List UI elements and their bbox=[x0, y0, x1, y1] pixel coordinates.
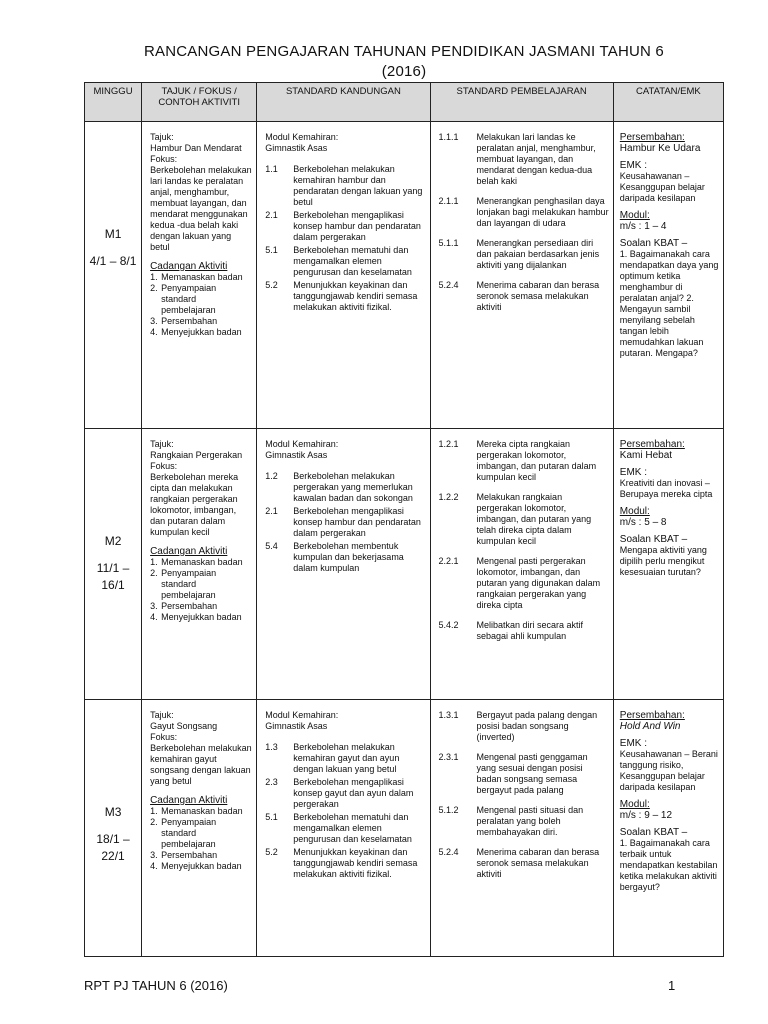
list-item bbox=[150, 612, 252, 623]
sp-number: 2.2.1 bbox=[438, 556, 459, 566]
sk-number: 5.4 bbox=[265, 541, 278, 551]
sk-item bbox=[265, 471, 425, 504]
header-standard-kandungan: STANDARD KANDUNGAN bbox=[257, 83, 430, 122]
header-standard-pembelajaran: STANDARD PEMBELAJARAN bbox=[430, 83, 613, 122]
tajuk-block bbox=[142, 122, 256, 342]
modul-block bbox=[620, 799, 719, 821]
emk-block bbox=[620, 160, 719, 204]
fokus-label: Fokus: bbox=[150, 154, 178, 164]
kbat-label: Soalan KBAT – bbox=[619, 238, 688, 249]
sp-item bbox=[439, 620, 609, 642]
cadangan-label: Cadangan Aktiviti bbox=[150, 795, 228, 806]
list-item-text: Memanaskan badan bbox=[161, 557, 243, 567]
kbat-text: 1. Bagaimanakah cara mendapatkan daya yang optimum ketika menghambur di peralatan anjal? 2. Mengayun sambil menyilang sebelah tangan lebih memudahkan lakuan putaran. Mengapa? bbox=[619, 249, 719, 358]
sk-text: Berkebolehan melakukan kemahiran hambur dan pendaratan dengan lakuan yang betul bbox=[293, 164, 423, 207]
modul-block bbox=[620, 210, 719, 232]
sp-text: Mereka cipta rangkaian pergerakan lokomotor, imbangan, dan putaran dalam kumpulan kecil bbox=[476, 439, 597, 482]
sk-item bbox=[265, 506, 425, 539]
standard-kandungan-cell bbox=[257, 122, 430, 429]
persembahan-text: Kami Hebat bbox=[619, 450, 673, 461]
sp-number: 5.2.4 bbox=[438, 847, 459, 857]
sk-text: Berkebolehan mematuhi dan mengamalkan elemen pengurusan dan keselamatan bbox=[293, 245, 412, 277]
list-item bbox=[150, 283, 252, 316]
spacer bbox=[265, 461, 425, 471]
sk-text: Menunjukkan keyakinan dan tanggungjawab kendiri semasa melakukan aktiviti fizikal. bbox=[293, 280, 418, 312]
sp-text: Menerima cabaran dan berasa seronok semasa melakukan aktiviti bbox=[476, 280, 600, 312]
week-block bbox=[85, 122, 141, 270]
fokus-label: Fokus: bbox=[150, 461, 178, 471]
week-number: M2 bbox=[104, 534, 122, 548]
catatan-block bbox=[614, 700, 723, 903]
kbat-label: Soalan KBAT – bbox=[619, 534, 688, 545]
sk-number: 5.2 bbox=[265, 847, 278, 857]
tajuk-label: Tajuk: bbox=[150, 710, 174, 720]
sk-item bbox=[265, 742, 425, 775]
sp-number: 2.3.1 bbox=[438, 752, 459, 762]
kbat-label: Soalan KBAT – bbox=[619, 827, 688, 838]
cadangan-list bbox=[150, 557, 252, 623]
sp-text: Mengenal pasti pergerakan lokomotor, imbangan, dan putaran yang digunakan dalam rangkaian pergerakan yang direka cipta bbox=[476, 556, 601, 610]
modul-ms-label: Modul: bbox=[619, 799, 650, 810]
list-item-number: 1. bbox=[150, 272, 158, 282]
sp-number: 1.3.1 bbox=[438, 710, 459, 720]
tajuk-block bbox=[142, 700, 256, 876]
header-tajuk: TAJUK / FOKUS / CONTOH AKTIVITI bbox=[142, 83, 257, 122]
kbat-block bbox=[620, 534, 719, 578]
sp-text: Melakukan lari landas ke peralatan anjal, menghambur, membuat layangan, dan mendarat dengan kedua-dua belah kaki bbox=[476, 132, 596, 186]
modul-label: Modul Kemahiran: bbox=[265, 439, 339, 449]
standard-pembelajaran-cell bbox=[430, 700, 613, 957]
sp-item bbox=[439, 847, 609, 880]
table-row bbox=[85, 700, 724, 957]
sk-text: Berkebolehan membentuk kumpulan dan bekerjasama dalam kumpulan bbox=[293, 541, 404, 573]
emk-label: EMK : bbox=[619, 738, 648, 749]
list-item-text: Penyampaian standard pembelajaran bbox=[161, 283, 217, 315]
cadangan-label: Cadangan Aktiviti bbox=[150, 261, 228, 272]
sk-text: Berkebolehan melakukan kemahiran gayut dan ayun dengan lakuan yang betul bbox=[293, 742, 400, 774]
sp-item bbox=[439, 238, 609, 271]
modul-ms-text: m/s : 5 – 8 bbox=[619, 517, 667, 528]
sp-item bbox=[439, 132, 609, 187]
list-item-text: Memanaskan badan bbox=[161, 272, 243, 282]
sk-number: 1.3 bbox=[265, 742, 278, 752]
list-item bbox=[150, 316, 252, 327]
emk-text: Keusahawanan – Berani tanggung risiko, Kesanggupan belajar daripada kesilapan bbox=[619, 749, 718, 792]
spacer bbox=[150, 253, 252, 261]
sk-number: 5.1 bbox=[265, 245, 278, 255]
catatan-block bbox=[614, 122, 723, 369]
sp-number: 1.1.1 bbox=[438, 132, 459, 142]
sp-text: Menerangkan persediaan diri dan pakaian berdasarkan jenis aktiviti yang dijalankan bbox=[476, 238, 600, 270]
tajuk-cell bbox=[142, 429, 257, 700]
list-item-number: 4. bbox=[150, 327, 158, 337]
header-minggu: MINGGU bbox=[85, 83, 142, 122]
list-item-text: Persembahan bbox=[161, 316, 218, 326]
sp-text: Melakukan rangkaian pergerakan lokomotor, imbangan, dan putaran yang telah direka cipta dalam kumpulan kecil bbox=[476, 492, 592, 546]
list-item-text: Menyejukkan badan bbox=[161, 327, 242, 337]
list-item-number: 4. bbox=[150, 861, 158, 871]
sk-item bbox=[265, 812, 425, 845]
sk-item bbox=[265, 164, 425, 208]
cadangan-label: Cadangan Aktiviti bbox=[150, 546, 228, 557]
sp-number: 1.2.1 bbox=[438, 439, 459, 449]
standard-kandungan-cell bbox=[257, 700, 430, 957]
sk-text: Berkebolehan melakukan pergerakan yang memerlukan kawalan badan dan sokongan bbox=[293, 471, 413, 503]
list-item-text: Menyejukkan badan bbox=[161, 861, 242, 871]
sp-item bbox=[439, 280, 609, 313]
tajuk-block bbox=[142, 429, 256, 627]
kbat-block bbox=[620, 238, 719, 359]
sp-text: Mengenal pasti genggaman yang sesuai dengan posisi badan songsang semasa bergayut pada palang bbox=[476, 752, 588, 795]
modul-name: Gimnastik Asas bbox=[265, 721, 328, 731]
list-item-text: Penyampaian standard pembelajaran bbox=[161, 817, 217, 849]
standard-pembelajaran-cell bbox=[430, 429, 613, 700]
catatan-block bbox=[614, 429, 723, 588]
list-item-number: 4. bbox=[150, 612, 158, 622]
modul-label: Modul Kemahiran: bbox=[265, 132, 339, 142]
list-item bbox=[150, 557, 252, 568]
modul-name: Gimnastik Asas bbox=[265, 450, 328, 460]
standard-pembelajaran-cell bbox=[430, 122, 613, 429]
header-catatan: CATATAN/EMK bbox=[613, 83, 723, 122]
fokus-text: Berkebolehan mereka cipta dan melakukan rangkaian pergerakan lokomotor, imbangan, dan putaran dalam kumpulan kecil bbox=[150, 472, 239, 537]
modul-name: Gimnastik Asas bbox=[265, 143, 328, 153]
sp-item bbox=[439, 439, 609, 483]
week-number: M3 bbox=[104, 805, 122, 819]
emk-text: Keusahawanan – Kesanggupan belajar daripada kesilapan bbox=[619, 171, 705, 203]
standard-kandungan-cell bbox=[257, 429, 430, 700]
fokus-text: Berkebolehan melakukan kemahiran gayut songsang dengan lakuan yang betul bbox=[150, 743, 252, 786]
sk-item bbox=[265, 847, 425, 880]
sk-item bbox=[265, 210, 425, 243]
sk-number: 1.2 bbox=[265, 471, 278, 481]
spacer bbox=[150, 787, 252, 795]
kbat-text: Mengapa aktiviti yang dipilih perlu mengikut kesesuaian turutan? bbox=[619, 545, 707, 577]
week-block bbox=[85, 429, 141, 594]
list-item-text: Menyejukkan badan bbox=[161, 612, 242, 622]
list-item-number: 1. bbox=[150, 557, 158, 567]
sk-item bbox=[265, 245, 425, 278]
sp-number: 5.4.2 bbox=[438, 620, 459, 630]
sp-item bbox=[439, 556, 609, 611]
week-cell bbox=[85, 429, 142, 700]
list-item bbox=[150, 601, 252, 612]
sk-block bbox=[257, 122, 429, 319]
persembahan-label: Persembahan: bbox=[619, 710, 685, 721]
week-date: 18/1 – 22/1 bbox=[96, 832, 130, 863]
sk-text: Berkebolehan mengaplikasi konsep hambur dan pendaratan dalam pergerakan bbox=[293, 506, 421, 538]
sk-text: Berkebolehan mengaplikasi konsep hambur dan pendaratan dalam pergerakan bbox=[293, 210, 421, 242]
tajuk-label: Tajuk: bbox=[150, 132, 174, 142]
list-item bbox=[150, 850, 252, 861]
persembahan-block bbox=[620, 439, 719, 461]
emk-block bbox=[620, 467, 719, 500]
modul-label: Modul Kemahiran: bbox=[265, 710, 339, 720]
sp-item bbox=[439, 196, 609, 229]
week-number: M1 bbox=[104, 227, 122, 241]
sk-text: Berkebolehan mengaplikasi konsep gayut dan ayun dalam pergerakan bbox=[293, 777, 414, 809]
sp-block bbox=[431, 700, 613, 893]
persembahan-block bbox=[620, 132, 719, 154]
week-cell bbox=[85, 122, 142, 429]
week-cell bbox=[85, 700, 142, 957]
sk-number: 1.1 bbox=[265, 164, 278, 174]
week-block bbox=[85, 700, 141, 865]
sk-number: 2.1 bbox=[265, 506, 278, 516]
page-number: 1 bbox=[668, 978, 676, 993]
list-item-number: 2. bbox=[150, 817, 158, 827]
emk-block bbox=[620, 738, 719, 793]
modul-ms-label: Modul: bbox=[619, 506, 650, 517]
sp-block bbox=[431, 122, 613, 326]
sp-item bbox=[439, 752, 609, 796]
title-line-2: (2016) bbox=[381, 63, 427, 80]
catatan-cell bbox=[613, 700, 723, 957]
modul-ms-text: m/s : 9 – 12 bbox=[619, 810, 673, 821]
sp-number: 5.2.4 bbox=[438, 280, 459, 290]
sk-text: Berkebolehan mematuhi dan mengamalkan elemen pengurusan dan keselamatan bbox=[293, 812, 412, 844]
list-item-number: 3. bbox=[150, 850, 158, 860]
persembahan-text: Hambur Ke Udara bbox=[619, 143, 701, 154]
list-item-number: 3. bbox=[150, 601, 158, 611]
persembahan-label: Persembahan: bbox=[619, 439, 685, 450]
sp-text: Menerima cabaran dan berasa seronok semasa melakukan aktiviti bbox=[476, 847, 600, 879]
tajuk-cell bbox=[142, 700, 257, 957]
spacer bbox=[150, 538, 252, 546]
sk-block bbox=[257, 429, 429, 580]
sp-number: 2.1.1 bbox=[438, 196, 459, 206]
sp-text: Melibatkan diri secara aktif sebagai ahli kumpulan bbox=[476, 620, 584, 641]
tajuk-text: Rangkaian Pergerakan bbox=[150, 450, 243, 460]
sp-block bbox=[431, 429, 613, 655]
list-item bbox=[150, 272, 252, 283]
persembahan-label: Persembahan: bbox=[619, 132, 685, 143]
tajuk-label: Tajuk: bbox=[150, 439, 174, 449]
week-date: 11/1 – 16/1 bbox=[96, 561, 130, 592]
sk-block bbox=[257, 700, 429, 886]
catatan-cell bbox=[613, 122, 723, 429]
list-item-text: Persembahan bbox=[161, 850, 218, 860]
modul-ms-label: Modul: bbox=[619, 210, 650, 221]
sk-item bbox=[265, 777, 425, 810]
week-date: 4/1 – 8/1 bbox=[89, 254, 137, 268]
sk-text: Menunjukkan keyakinan dan tanggungjawab kendiri semasa melakukan aktiviti fizikal. bbox=[293, 847, 418, 879]
kbat-text: 1. Bagaimanakah cara terbaik untuk mendapatkan kestabilan ketika melakukan aktiviti bergayut? bbox=[619, 838, 718, 892]
list-item bbox=[150, 817, 252, 850]
emk-text: Kreativiti dan inovasi – Berupaya mereka cipta bbox=[619, 478, 713, 499]
table-header-row bbox=[85, 83, 724, 122]
sk-number: 5.2 bbox=[265, 280, 278, 290]
emk-label: EMK : bbox=[619, 160, 648, 171]
sp-item bbox=[439, 805, 609, 838]
list-item bbox=[150, 806, 252, 817]
tajuk-cell bbox=[142, 122, 257, 429]
rpt-table bbox=[84, 82, 724, 957]
sk-number: 2.1 bbox=[265, 210, 278, 220]
spacer bbox=[265, 154, 425, 164]
sp-text: Bergayut pada palang dengan posisi badan songsang (inverted) bbox=[476, 710, 598, 742]
modul-ms-text: m/s : 1 – 4 bbox=[619, 221, 667, 232]
fokus-text: Berkebolehan melakukan lari landas ke peralatan anjal, menghambur, membuat layangan, dan mendarat menggunakan kedua -dua belah kaki dengan lakuan yang betul bbox=[150, 165, 252, 252]
sp-item bbox=[439, 492, 609, 547]
sp-item bbox=[439, 710, 609, 743]
catatan-cell bbox=[613, 429, 723, 700]
fokus-label: Fokus: bbox=[150, 732, 178, 742]
cadangan-list bbox=[150, 272, 252, 338]
list-item bbox=[150, 568, 252, 601]
table-row bbox=[85, 122, 724, 429]
list-item bbox=[150, 861, 252, 872]
emk-label: EMK : bbox=[619, 467, 648, 478]
modul-block bbox=[620, 506, 719, 528]
table-row bbox=[85, 429, 724, 700]
list-item-number: 3. bbox=[150, 316, 158, 326]
persembahan-block bbox=[620, 710, 719, 732]
footer-title: RPT PJ TAHUN 6 (2016) bbox=[84, 978, 228, 993]
list-item-text: Persembahan bbox=[161, 601, 218, 611]
sk-number: 5.1 bbox=[265, 812, 278, 822]
sk-item bbox=[265, 541, 425, 574]
sp-text: Mengenal pasti situasi dan peralatan yang boleh membahayakan diri. bbox=[476, 805, 584, 837]
list-item-number: 2. bbox=[150, 283, 158, 293]
sp-number: 5.1.1 bbox=[438, 238, 459, 248]
kbat-block bbox=[620, 827, 719, 893]
list-item-number: 2. bbox=[150, 568, 158, 578]
list-item bbox=[150, 327, 252, 338]
spacer bbox=[265, 732, 425, 742]
cadangan-list bbox=[150, 806, 252, 872]
list-item-text: Penyampaian standard pembelajaran bbox=[161, 568, 217, 600]
sk-number: 2.3 bbox=[265, 777, 278, 787]
sp-number: 5.1.2 bbox=[438, 805, 459, 815]
document-title bbox=[84, 42, 724, 82]
sp-text: Menerangkan penghasilan daya lonjakan bagi melakukan hambur dan layangan di udara bbox=[476, 196, 609, 228]
sk-item bbox=[265, 280, 425, 313]
title-line-1: RANCANGAN PENGAJARAN TAHUNAN PENDIDIKAN JASMANI TAHUN 6 bbox=[144, 43, 664, 60]
sp-number: 1.2.2 bbox=[438, 492, 459, 502]
tajuk-text: Gayut Songsang bbox=[150, 721, 218, 731]
list-item-text: Memanaskan badan bbox=[161, 806, 243, 816]
tajuk-text: Hambur Dan Mendarat bbox=[150, 143, 242, 153]
persembahan-text: Hold And Win bbox=[619, 721, 681, 732]
list-item-number: 1. bbox=[150, 806, 158, 816]
